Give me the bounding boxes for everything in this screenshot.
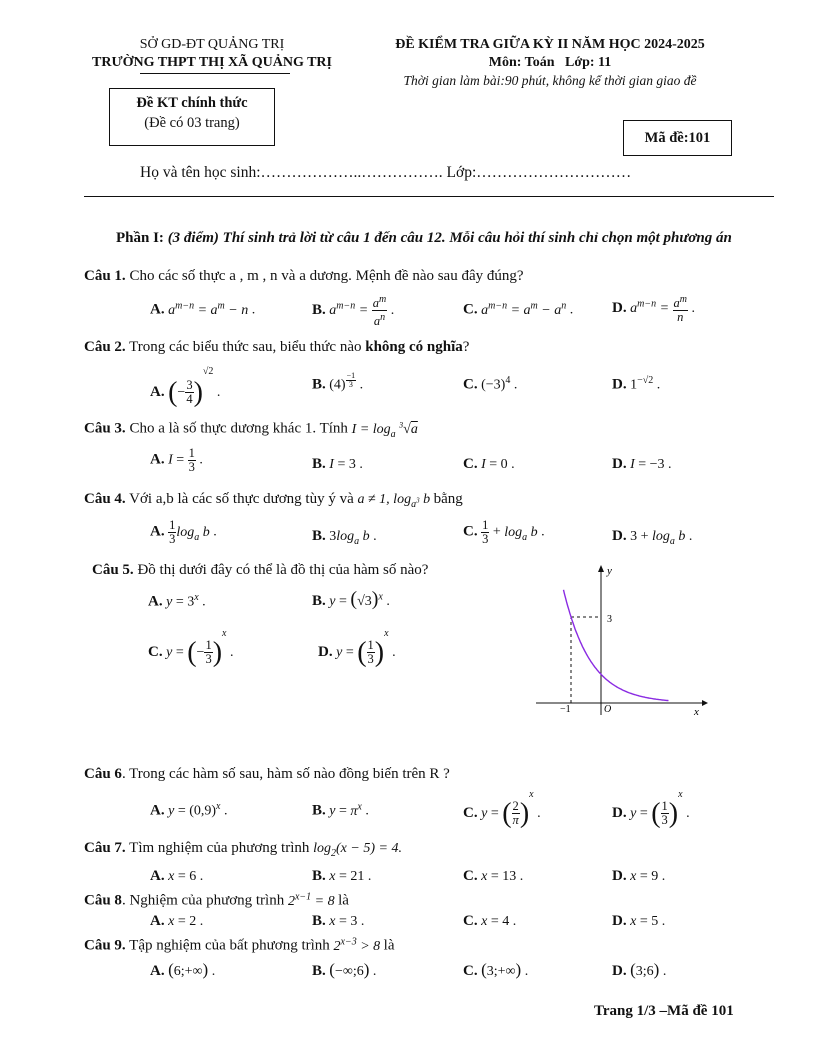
q1-label: Câu 1. xyxy=(84,268,126,284)
q6-option-c[interactable]: C. y = ( $\frac{2}{\pi}$ )$^x$ . xyxy=(463,789,541,829)
q4-tail: bằng xyxy=(433,491,463,507)
origin-label: O xyxy=(604,704,612,715)
q5-text: Đồ thị dưới đây có thể là đồ thị của hàm số nào? xyxy=(137,562,429,578)
q1-text: Cho các số thực a , m , n và a dương. Mệnh đề nào sau đây đúng? xyxy=(129,268,524,284)
y-mark-label: 3 xyxy=(607,614,612,625)
official-box xyxy=(109,88,275,146)
question-4: Câu 4. Với a,b là các số thực dương tùy ý và a ≠ 1, $\log_{a^3} b$ bằng xyxy=(84,491,463,510)
q9-option-a[interactable]: A. (6;+∞) . xyxy=(150,960,216,979)
q9-option-c[interactable]: C. (3;+∞) . xyxy=(463,960,529,979)
q2-option-c[interactable]: C. $(-3)^4$ . xyxy=(463,375,518,393)
q4-option-a[interactable]: A. $\frac{1}{3}$ $\log_a b$ . xyxy=(150,518,217,546)
q4-option-d[interactable]: D. $3 + \log_a b$ . xyxy=(612,528,693,547)
q4-text: Với a,b là các số thực dương tùy ý và xyxy=(129,491,354,507)
part1-heading xyxy=(84,228,754,248)
q7-option-c[interactable]: C. x = 13 . xyxy=(463,868,524,884)
q3-label: Câu 3. xyxy=(84,420,126,437)
q7-label: Câu 7. xyxy=(84,840,126,856)
part1-label: Phần I: xyxy=(116,230,164,246)
part1-desc: (3 điểm) Thí sinh trả lời từ câu 1 đến câu 12. Mỗi câu hỏi thí sinh chỉ chọn một phương án xyxy=(167,230,732,246)
q8-option-b[interactable]: B. x = 3 . xyxy=(312,913,365,929)
q7-option-b[interactable]: B. x = 21 . xyxy=(312,868,372,884)
x-mark-label: −1 xyxy=(560,704,571,715)
official-label: Đề KT chính thức xyxy=(136,95,248,111)
header-divider xyxy=(84,196,774,197)
question-2 xyxy=(84,339,469,356)
question-7: Câu 7. Tìm nghiệm của phương trình $\log_2(x - 5) = 4$. xyxy=(84,840,402,859)
q2-option-d[interactable]: D. $1^{-√2}$ . xyxy=(612,375,661,393)
q9-label: Câu 9. xyxy=(84,937,126,954)
q5-label: Câu 5. xyxy=(92,562,134,578)
q2-text: Trong các biểu thức sau, biểu thức nào không có nghĩa? xyxy=(129,339,470,355)
school-underline xyxy=(140,73,290,74)
header-right xyxy=(380,36,720,90)
q1-option-d[interactable]: D. $a^{m-n}$ = $\frac{a^m}{n}$ . xyxy=(612,294,696,325)
question-1 xyxy=(84,268,524,285)
exam-title: ĐỀ KIỂM TRA GIỮA KỲ II NĂM HỌC 2024-2025 xyxy=(395,37,705,52)
exam-time: Thời gian làm bài:90 phút, không kể thời gian giao đề xyxy=(403,73,697,88)
q2-label: Câu 2. xyxy=(84,339,126,355)
q3-option-d[interactable]: D. I = −3 . xyxy=(612,456,672,472)
department-name: SỞ GD-ĐT QUẢNG TRỊ xyxy=(139,37,285,52)
q7-text: Tìm nghiệm của phương trình xyxy=(125,840,310,856)
q6-text: . Trong các hàm số sau, hàm số nào đồng biến trên R ? xyxy=(121,766,450,782)
q3-option-a[interactable]: A. I = $\frac{1}{3}$ . xyxy=(150,446,203,474)
exam-subject: Môn: Toán Lớp: 11 xyxy=(488,55,612,70)
exponential-graph xyxy=(530,560,710,720)
q8-option-d[interactable]: D. x = 5 . xyxy=(612,913,666,929)
y-axis-arrow xyxy=(598,565,604,572)
q2-option-a[interactable]: A. (− $\frac{3}{4}$ )$^{√2}$ . xyxy=(150,366,221,408)
question-3: Câu 3. Cho a là số thực dương khác 1. Tính $I = \log_a ^3√a$ xyxy=(84,420,418,440)
q6-label: Câu 6 xyxy=(84,766,122,782)
q8-label: Câu 8 xyxy=(84,892,122,909)
q1-option-b[interactable]: B. $a^{m-n}$ = $\frac{a^m}{a^n}$ . xyxy=(312,294,395,329)
q6-option-b[interactable]: B. $y = \pi^x$ . xyxy=(312,801,369,819)
question-8: Câu 8. Nghiệm của phương trình $2^{x-1} = 8$ là xyxy=(84,891,349,909)
header-left xyxy=(82,36,342,72)
q9-tail: là xyxy=(383,937,395,954)
q7-option-a[interactable]: A. x = 6 . xyxy=(150,868,204,884)
q9-option-b[interactable]: B. (−∞;6) . xyxy=(312,960,377,979)
page-count: (Đề có 03 trang) xyxy=(144,115,240,131)
question-5 xyxy=(92,562,428,579)
q5-option-a[interactable]: A. $y = 3^x$ . xyxy=(148,592,206,610)
question-9: Câu 9. Tập nghiệm của bất phương trình $2^{x-3} > 8$ là xyxy=(84,936,395,954)
q8-tail: là xyxy=(338,892,349,909)
q9-option-d[interactable]: D. (3;6) . xyxy=(612,960,667,979)
exam-code-box: Mã đề:101 xyxy=(623,120,732,156)
q3-text: Cho a là số thực dương khác 1. Tính xyxy=(129,420,348,437)
q5-option-c[interactable]: C. y = (− $\frac{1}{3}$ )$^x$ . xyxy=(148,628,234,668)
q5-option-d[interactable]: D. y = ( $\frac{1}{3}$ )$^x$ . xyxy=(318,628,396,668)
page-footer: Trang 1/3 –Mã đề 101 xyxy=(594,1003,734,1019)
student-info-line: Họ và tên học sinh:………………..……………. Lớp:………………………… xyxy=(140,164,632,181)
q3-option-c[interactable]: C. I = 0 . xyxy=(463,456,515,472)
question-6 xyxy=(84,766,450,783)
school-name: TRƯỜNG THPT THỊ XÃ QUẢNG TRỊ xyxy=(92,55,332,70)
q2-option-b[interactable]: B. (4) $^{\frac{-1}{3}}$ . xyxy=(312,371,364,393)
q1-option-c[interactable]: C. $a^{m-n} = a^m - a^n$ . xyxy=(463,300,574,318)
q1-option-a[interactable]: A. $a^{m-n} = a^m - n$ . xyxy=(150,300,256,318)
q7-option-d[interactable]: D. x = 9 . xyxy=(612,868,666,884)
q5-option-b[interactable]: B. $y = (√3)^x$ . xyxy=(312,588,390,610)
exponential-curve xyxy=(564,590,669,701)
q4-option-c[interactable]: C. $\frac{1}{3}$ + $\log_a b$ . xyxy=(463,518,545,546)
q4-option-b[interactable]: B. $3\log_a$ b . xyxy=(312,528,377,547)
q3-option-b[interactable]: B. I = 3 . xyxy=(312,456,363,472)
q6-option-d[interactable]: D. y = ( $\frac{1}{3}$ )$^x$ . xyxy=(612,789,690,829)
q8-text: . Nghiệm của phương trình xyxy=(121,892,285,909)
q6-option-a[interactable]: A. $y = (0,9)^x$ . xyxy=(150,801,228,819)
q8-option-a[interactable]: A. x = 2 . xyxy=(150,913,204,929)
q4-label: Câu 4. xyxy=(84,491,126,507)
q8-option-c[interactable]: C. x = 4 . xyxy=(463,913,517,929)
x-axis-label: x xyxy=(694,706,699,718)
q9-text: Tập nghiệm của bất phương trình xyxy=(129,937,330,954)
y-axis-label: y xyxy=(607,565,612,577)
x-axis-arrow xyxy=(702,700,708,706)
